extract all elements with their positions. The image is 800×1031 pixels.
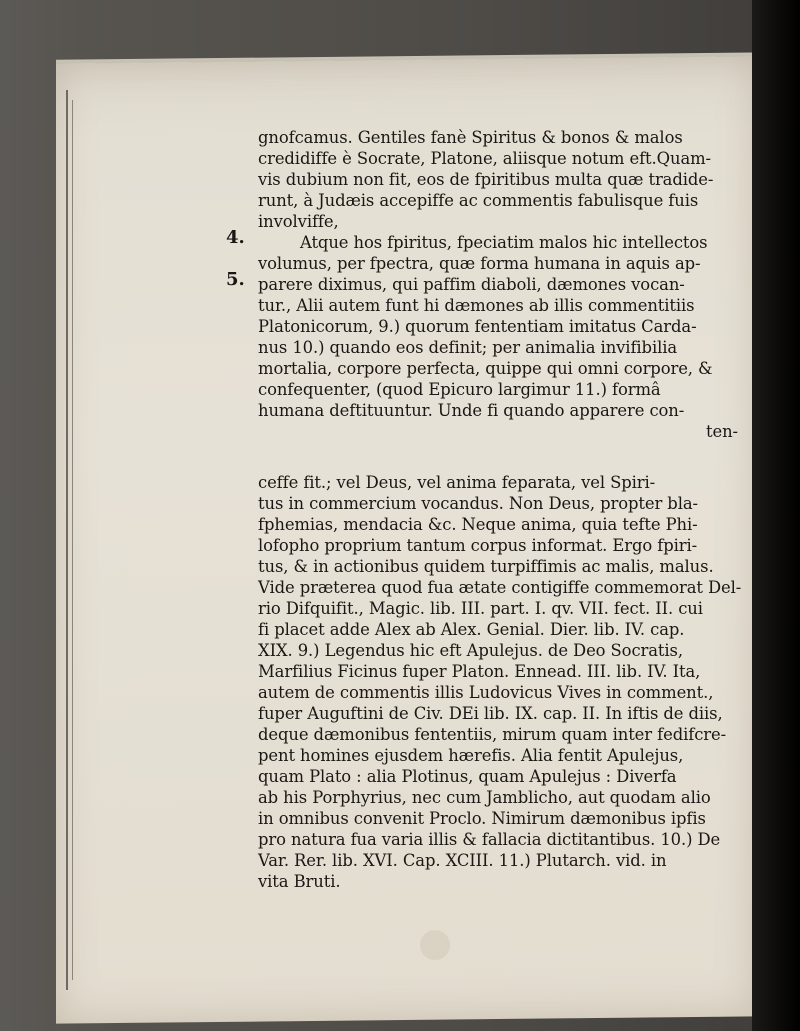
body-text [258,127,742,892]
text-line: humana deftituuntur. Unde fi quando apparere con- [258,401,685,420]
left-rule-line [66,90,68,990]
footnote-line: fuper Auguftini de Civ. DEi lib. IX. cap. II. In iftis de diis, [258,704,723,723]
footnote-line: ceffe fit.; vel Deus, vel anima feparata, vel Spiri- [258,473,656,492]
footnote-line: fphemias, mendacia &c. Neque anima, quia tefte Phi- [258,515,698,534]
text-line: confequenter, (quod Epicuro largimur 11.) formâ [258,380,661,399]
text-line: involviffe, [258,212,339,231]
margin-number-5: 5. [226,269,245,290]
footnote-line: ab his Porphyrius, nec cum Jamblicho, aut quodam alio [258,788,711,807]
text-line: nus 10.) quando eos definit; per animalia invifibilia [258,338,678,357]
paper-stain [420,930,450,960]
footnote-line: autem de commentis illis Ludovicus Vives in comment., [258,683,714,702]
footnote-line: XIX. 9.) Legendus hic eft Apulejus. de Deo Socratis, [258,641,683,660]
book-spine [752,0,800,1031]
text-line: Platonicorum, 9.) quorum fententiam imitatus Carda- [258,317,697,336]
text-line: runt, à Judæis accepiffe ac commentis fabulisque fuis [258,191,699,210]
text-line: vis dubium non fit, eos de fpiritibus multa quæ tradide- [258,170,714,189]
text-line: volumus, per fpectra, quæ forma humana in aquis ap- [258,254,701,273]
footnote-line: quam Plato : alia Plotinus, quam Apulejus : Diverfa [258,767,677,786]
footnote-line: vita Bruti. [258,872,341,891]
footnote-line: Var. Rer. lib. XVI. Cap. XCIII. 11.) Plutarch. vid. in [258,851,667,870]
text-line: gnofcamus. Gentiles fanè Spiritus & bonos & malos [258,128,683,147]
section-gap [258,442,738,472]
margin-number-4: 4. [226,227,245,248]
footnote-line: tus, & in actionibus quidem turpiffimis ac malis, malus. [258,557,714,576]
footnote-line: pro natura fua varia illis & fallacia dictitantibus. 10.) De [258,830,721,849]
text-line: parere diximus, qui paffim diaboli, dæmones vocan- [258,275,685,294]
left-page-stack [72,100,85,980]
catchword: ten- [706,422,738,441]
footnote-line: rio Difquifit., Magic. lib. III. part. I. qv. VII. fect. II. cui [258,599,703,618]
text-line: tur., Alii autem funt hi dæmones ab illis commentitiis [258,296,695,315]
footnote-line: deque dæmonibus fententiis, mirum quam inter fedifcre- [258,725,727,744]
text-line: mortalia, corpore perfecta, quippe qui omni corpore, & [258,359,713,378]
footnote-line: in omnibus convenit Proclo. Nimirum dæmonibus ipfis [258,809,706,828]
text-line: credidiffe è Socrate, Platone, aliisque notum eft.Quam- [258,149,711,168]
footnote-line: Marfilius Ficinus fuper Platon. Ennead. III. lib. IV. Ita, [258,662,701,681]
footnote-line: Vide præterea quod fua ætate contigiffe commemorat Del- [258,578,742,597]
footnote-line: tus in commercium vocandus. Non Deus, propter bla- [258,494,698,513]
text-line: Atque hos fpiritus, fpeciatim malos hic intellectos [300,233,708,252]
footnote-line: fi placet adde Alex ab Alex. Genial. Dier. lib. IV. cap. [258,620,685,639]
footnote-line: lofopho proprium tantum corpus informat. Ergo fpiri- [258,536,698,555]
footnote-line: pent homines ejusdem hærefis. Alia fentit Apulejus, [258,746,684,765]
